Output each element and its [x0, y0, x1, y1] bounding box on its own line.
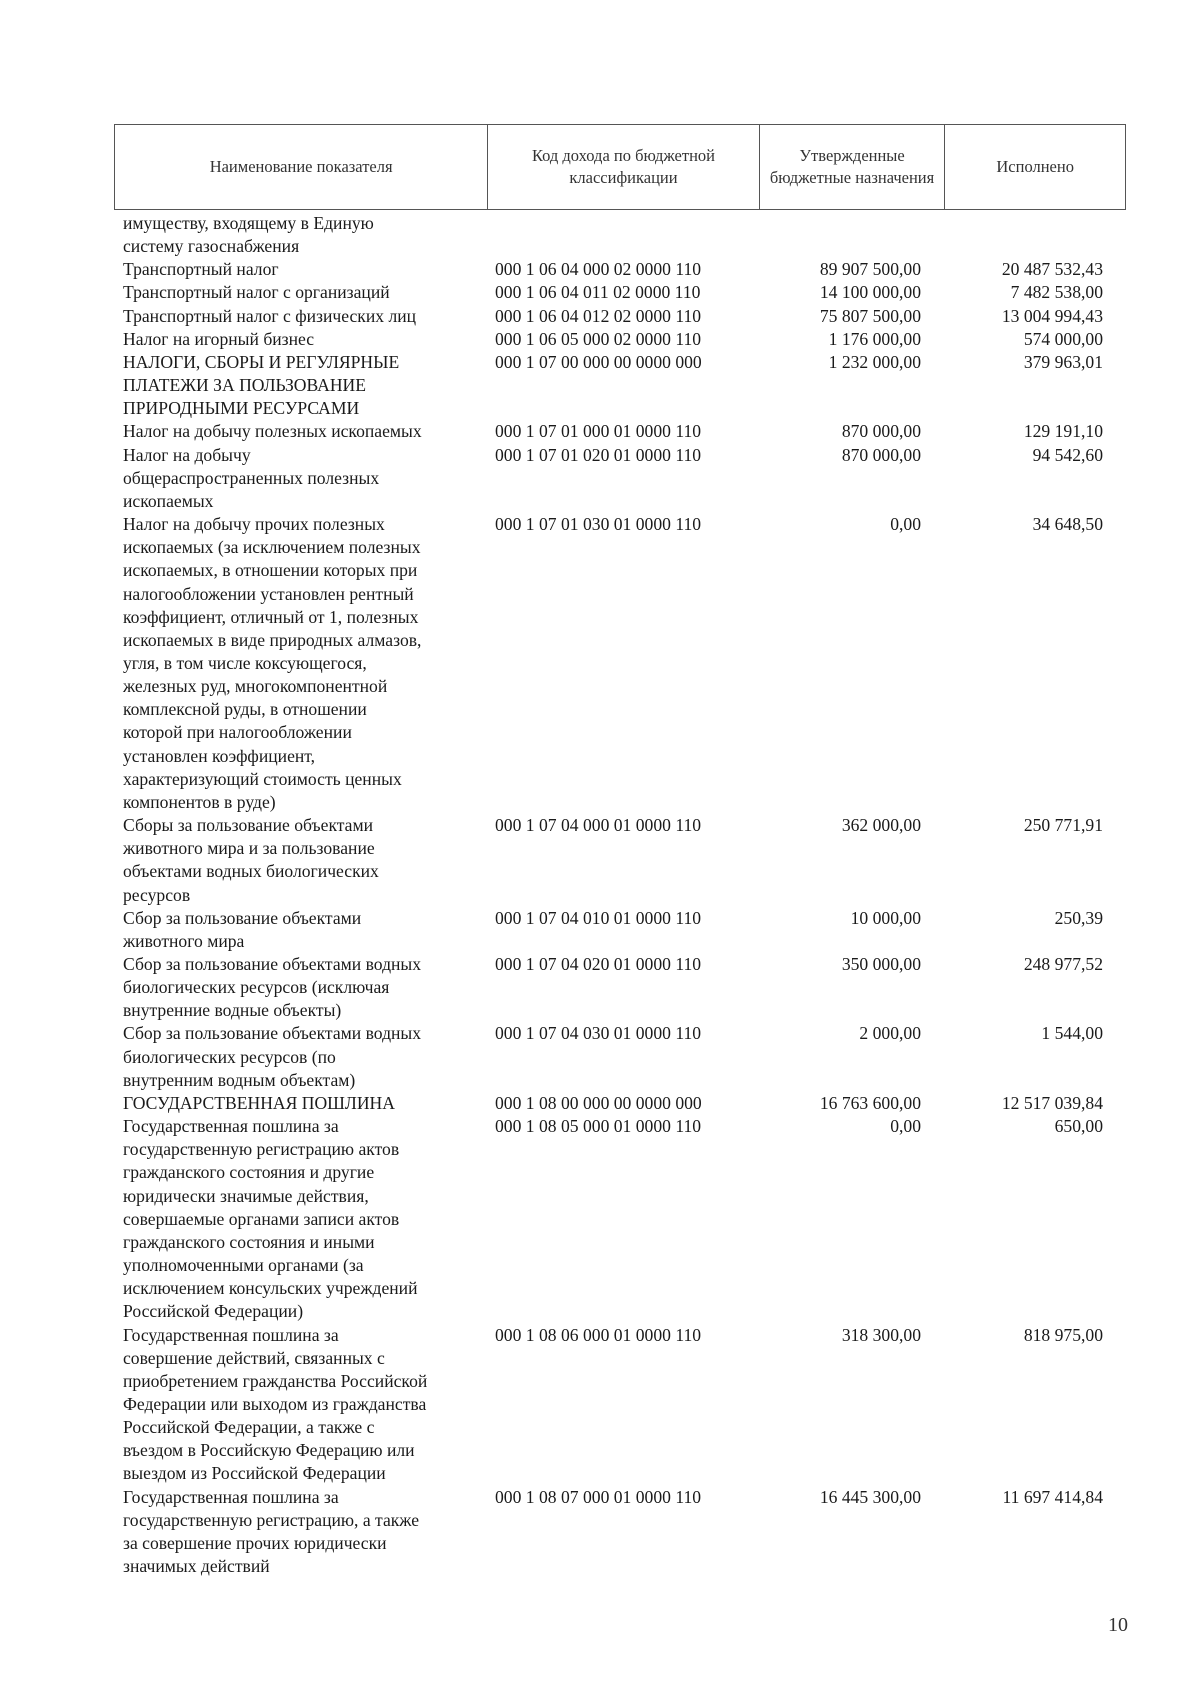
- row-code: 000 1 07 04 020 01 0000 110: [495, 954, 702, 974]
- row-name-line: ПРИРОДНЫМИ РЕСУРСАМИ: [123, 398, 360, 419]
- row-plan: 1 176 000,00: [828, 328, 921, 349]
- header-code: Код дохода по бюджетной классификации: [488, 125, 759, 209]
- table-row: [123, 328, 1123, 351]
- table-row: [123, 1324, 1123, 1486]
- row-done: 1 544,00: [1041, 1023, 1103, 1044]
- table-row: [123, 305, 1123, 328]
- table-row: [123, 444, 1123, 513]
- row-plan: 89 907 500,00: [819, 259, 921, 280]
- row-plan: 2 000,00: [859, 1023, 921, 1044]
- row-name-line: выездом из Российской Федерации: [123, 1463, 386, 1484]
- row-name-line: уполномоченными органами (за: [123, 1255, 364, 1276]
- row-name-line: характеризующий стоимость ценных: [123, 768, 402, 789]
- row-name-line: ГОСУДАРСТВЕННАЯ ПОШЛИНА: [123, 1092, 395, 1113]
- row-done: 250 771,91: [1023, 815, 1103, 836]
- row-name: [123, 1022, 483, 1091]
- row-done: 34 648,50: [1032, 514, 1103, 535]
- row-plan: 870 000,00: [841, 421, 921, 442]
- row-plan: 16 445 300,00: [819, 1486, 921, 1507]
- row-name-line: Российской Федерации, а также с: [123, 1417, 375, 1438]
- row-name-line: исключением консульских учреждений: [123, 1278, 418, 1299]
- table-row: [123, 212, 1123, 258]
- row-name: [123, 953, 483, 1022]
- row-name-line: налогообложении установлен рентный: [123, 583, 414, 604]
- row-done: 250,39: [1054, 907, 1103, 928]
- table-body: [123, 212, 1123, 1578]
- row-done: 94 542,60: [1032, 444, 1103, 465]
- row-name: [123, 1324, 483, 1486]
- row-name-line: Налог на добычу прочих полезных: [123, 514, 385, 535]
- row-name: [123, 513, 483, 814]
- row-name-line: гражданского состояния и иными: [123, 1231, 375, 1252]
- row-plan: 1 232 000,00: [828, 351, 921, 372]
- header-done: Исполнено: [996, 157, 1074, 176]
- row-name: [123, 907, 483, 953]
- table-row: [123, 1092, 1123, 1115]
- row-name-line: которой при налогообложении: [123, 722, 352, 743]
- row-done: 248 977,52: [1023, 954, 1103, 974]
- row-code: 000 1 07 04 010 01 0000 110: [495, 907, 702, 928]
- row-name-line: совершение действий, связанных с: [123, 1347, 385, 1368]
- header-name: Наименование показателя: [115, 125, 488, 209]
- row-name-line: компонентов в руде): [123, 791, 276, 812]
- row-name: [123, 1092, 483, 1115]
- row-name-line: Сбор за пользование объектами водных: [123, 1023, 422, 1044]
- row-name: [123, 1115, 483, 1323]
- row-name: [123, 212, 483, 258]
- row-name-line: государственную регистрацию актов: [123, 1139, 400, 1160]
- row-name-line: ПЛАТЕЖИ ЗА ПОЛЬЗОВАНИЕ: [123, 375, 366, 396]
- row-name-line: Государственная пошлина за: [123, 1324, 339, 1345]
- row-name-line: железных руд, многокомпонентной: [123, 676, 388, 697]
- table-row: [123, 1486, 1123, 1579]
- row-name: [123, 351, 483, 420]
- table-row: [123, 258, 1123, 281]
- row-plan: 350 000,00: [841, 954, 921, 974]
- row-name-line: имуществу, входящему в Единую: [123, 213, 374, 233]
- row-done: 574 000,00: [1023, 328, 1103, 349]
- row-done: 20 487 532,43: [1001, 259, 1103, 280]
- table-row: [123, 351, 1123, 420]
- row-done: 7 482 538,00: [1010, 282, 1103, 303]
- table-row: [123, 513, 1123, 814]
- row-plan: 14 100 000,00: [819, 282, 921, 303]
- row-name-line: ископаемых в виде природных алмазов,: [123, 629, 422, 650]
- row-code: 000 1 08 05 000 01 0000 110: [495, 1116, 702, 1137]
- table-row: [123, 1022, 1123, 1091]
- row-code: 000 1 07 01 030 01 0000 110: [495, 514, 702, 535]
- row-code: 000 1 08 07 000 01 0000 110: [495, 1486, 702, 1507]
- row-name-line: животного мира и за пользование: [123, 838, 375, 859]
- table-header: [114, 124, 1126, 210]
- row-name-line: Российской Федерации): [123, 1301, 304, 1322]
- row-code: 000 1 07 01 020 01 0000 110: [495, 444, 702, 465]
- row-name-line: юридически значимые действия,: [123, 1185, 369, 1206]
- row-name-line: коэффициент, отличный от 1, полезных: [123, 606, 419, 627]
- row-name-line: значимых действий: [123, 1556, 270, 1577]
- table-row: [123, 420, 1123, 443]
- row-name-line: Налог на добычу полезных ископаемых: [123, 421, 422, 442]
- row-code: 000 1 07 00 000 00 0000 000: [495, 351, 702, 372]
- row-name-line: общераспространенных полезных: [123, 467, 380, 488]
- row-done: 12 517 039,84: [1001, 1092, 1103, 1113]
- row-code: 000 1 06 05 000 02 0000 110: [495, 328, 702, 349]
- row-name-line: ископаемых (за исключением полезных: [123, 537, 421, 558]
- row-done: 129 191,10: [1023, 421, 1103, 442]
- row-name-line: биологических ресурсов (исключая: [123, 977, 390, 998]
- row-plan: 362 000,00: [841, 815, 921, 836]
- row-name-line: внутренние водные объекты): [123, 1000, 342, 1021]
- row-name-line: угля, в том числе коксующегося,: [123, 652, 367, 673]
- row-done: 13 004 994,43: [1001, 305, 1103, 326]
- row-name: [123, 444, 483, 513]
- row-name-line: ресурсов: [123, 884, 191, 905]
- row-name: [123, 281, 483, 304]
- row-name: [123, 328, 483, 351]
- row-plan: 0,00: [890, 1116, 921, 1137]
- row-code: 000 1 06 04 011 02 0000 110: [495, 282, 701, 303]
- row-name-line: Государственная пошлина за: [123, 1486, 339, 1507]
- row-name-line: Налог на добычу: [123, 444, 251, 465]
- row-name-line: Федерации или выходом из гражданства: [123, 1393, 427, 1414]
- row-name-line: Налог на игорный бизнес: [123, 328, 315, 349]
- table-row: [123, 953, 1123, 1022]
- row-code: 000 1 08 06 000 01 0000 110: [495, 1324, 702, 1345]
- row-code: 000 1 06 04 000 02 0000 110: [495, 259, 702, 280]
- row-name: [123, 258, 483, 281]
- row-name-line: Сбор за пользование объектами водных: [123, 954, 422, 974]
- row-done: 11 697 414,84: [1002, 1486, 1103, 1507]
- row-code: 000 1 07 04 000 01 0000 110: [495, 815, 702, 836]
- row-name-line: Сборы за пользование объектами: [123, 815, 374, 836]
- row-plan: 318 300,00: [841, 1324, 921, 1345]
- row-name-line: НАЛОГИ, СБОРЫ И РЕГУЛЯРНЫЕ: [123, 351, 400, 372]
- row-name-line: Сбор за пользование объектами: [123, 907, 362, 928]
- row-name-line: Транспортный налог с физических лиц: [123, 305, 417, 326]
- row-name: [123, 305, 483, 328]
- row-name-line: установлен коэффициент,: [123, 745, 316, 766]
- page-number: 10: [1108, 1614, 1128, 1636]
- row-code: 000 1 07 01 000 01 0000 110: [495, 421, 702, 442]
- row-code: 000 1 06 04 012 02 0000 110: [495, 305, 702, 326]
- row-name-line: внутренним водным объектам): [123, 1069, 356, 1090]
- table-row: [123, 907, 1123, 953]
- row-plan: 75 807 500,00: [819, 305, 921, 326]
- row-plan: 16 763 600,00: [819, 1092, 921, 1113]
- row-done: 650,00: [1054, 1116, 1103, 1137]
- row-name-line: комплексной руды, в отношении: [123, 699, 367, 720]
- row-code: 000 1 07 04 030 01 0000 110: [495, 1023, 702, 1044]
- row-code: 000 1 08 00 000 00 0000 000: [495, 1092, 702, 1113]
- row-name-line: Государственная пошлина за: [123, 1116, 339, 1137]
- row-name: [123, 814, 483, 907]
- row-plan: 0,00: [890, 514, 921, 535]
- row-name-line: биологических ресурсов (по: [123, 1046, 336, 1067]
- row-name-line: за совершение прочих юридически: [123, 1532, 387, 1553]
- row-name-line: ископаемых: [123, 490, 214, 511]
- row-name-line: Транспортный налог: [123, 259, 279, 280]
- table-row: [123, 1115, 1123, 1323]
- row-name-line: ископаемых, в отношении которых при: [123, 560, 418, 581]
- row-name-line: государственную регистрацию, а также: [123, 1509, 420, 1530]
- row-done: 818 975,00: [1023, 1324, 1103, 1345]
- row-plan: 870 000,00: [841, 444, 921, 465]
- row-name-line: въездом в Российскую Федерацию или: [123, 1440, 415, 1461]
- row-name-line: животного мира: [123, 930, 245, 951]
- row-name-line: гражданского состояния и другие: [123, 1162, 375, 1183]
- row-done: 379 963,01: [1023, 351, 1103, 372]
- table-row: [123, 281, 1123, 304]
- row-name-line: Транспортный налог с организаций: [123, 282, 390, 303]
- header-plan: Утвержденные бюджетные назначения: [760, 125, 946, 209]
- row-name-line: совершаемые органами записи актов: [123, 1208, 400, 1229]
- row-name: [123, 1486, 483, 1579]
- table-row: [123, 814, 1123, 907]
- row-name: [123, 420, 483, 443]
- row-name-line: систему газоснабжения: [123, 236, 300, 257]
- row-plan: 10 000,00: [850, 907, 921, 928]
- row-name-line: объектами водных биологических: [123, 861, 379, 882]
- row-name-line: приобретением гражданства Российской: [123, 1370, 428, 1391]
